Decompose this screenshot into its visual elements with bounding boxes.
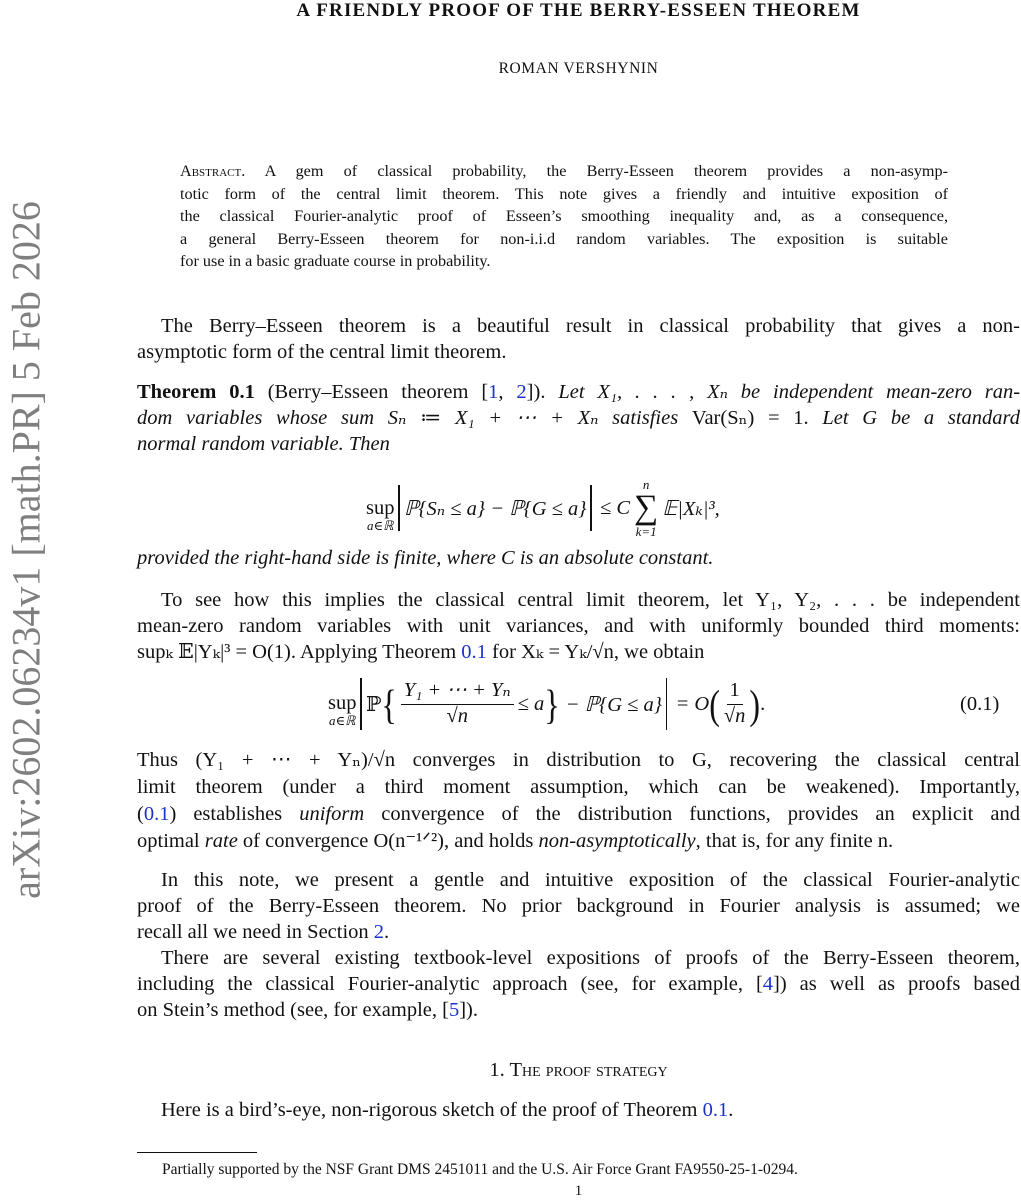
text-segment: There are several existing textbook-level expositions of proofs of the Berry-Esseen theorem, [161, 947, 1020, 969]
sum-lower: k=1 [635, 524, 657, 539]
equation-tag: (0.1) [960, 693, 1000, 715]
text-segment: Let X₁, . . . , Xₙ be independent mean-zero ran- [558, 381, 1021, 403]
text-line [137, 919, 1020, 945]
big-o: = O [675, 692, 710, 715]
text-segment: proof of the Berry-Esseen theorem. No prior background in Fourier analysis is assumed; we [137, 895, 1020, 917]
paper-title: A FRIENDLY PROOF OF THE BERRY-ESSEEN THEOREM [296, 0, 861, 21]
text-segment: including the classical Fourier-analytic approach (see, for example, [ [137, 973, 763, 995]
text-line [180, 205, 948, 228]
text-line [137, 639, 1020, 665]
text-segment: Abstract. [180, 162, 246, 180]
text-segment: Here is a bird’s-eye, non-rigorous sketch of the proof of Theorem [161, 1099, 703, 1121]
text-line [137, 545, 1020, 571]
text-line [137, 867, 1020, 893]
text-segment: Theorem 0.1 [137, 381, 255, 403]
reference-link[interactable]: 0.1 [143, 803, 170, 825]
reference-link[interactable]: 4 [762, 973, 774, 995]
text-line [137, 1097, 1020, 1123]
text-segment: non-asymptotically [538, 830, 696, 852]
reference-link[interactable]: 2 [373, 921, 385, 943]
text-segment: uniform [299, 803, 365, 825]
fraction [724, 679, 746, 728]
author-name: ROMAN VERSHYNIN [498, 60, 659, 77]
text-line [137, 431, 1020, 457]
text-segment: ]). [459, 999, 479, 1021]
text-segment: for Xₖ = Yₖ/√n, we obtain [486, 641, 705, 663]
text-segment: of convergence O(n⁻¹ᐟ²), and holds [237, 830, 539, 852]
text-segment: The Berry–Esseen theorem is a beautiful result in classical probability that gives a non- [161, 315, 1020, 337]
minus-term: − ℙ{G ≤ a} [565, 693, 662, 716]
text-line [137, 587, 1020, 613]
left-brace: { [381, 680, 397, 728]
expositions-paragraph [137, 945, 1020, 1023]
text-segment: A gem of classical probability, the Berry-Esseen theorem provides a non-asymp- [245, 162, 948, 180]
text-line [137, 801, 1020, 828]
text-segment: Var(Sₙ) = 1. [691, 407, 809, 429]
text-segment: (Berry–Esseen theorem [ [254, 381, 489, 403]
text-segment: asymptotic form of the central limit theorem. [137, 341, 507, 363]
text-segment: dom variables whose sum Sₙ ≔ X₁ + ⋯ + Xₙ satisfies [137, 407, 692, 429]
footnote-rule [137, 1152, 257, 1153]
text-segment: ]) as well as proofs based [773, 973, 1021, 995]
convergence-paragraph [137, 747, 1020, 855]
right-brace: } [544, 680, 560, 728]
note-paragraph [137, 867, 1020, 945]
abs-bar [360, 678, 362, 730]
text-line [137, 313, 1020, 339]
text-segment: , [498, 381, 517, 403]
text-segment: rate [204, 830, 238, 852]
sup-operator [366, 484, 394, 532]
right-paren: ) [749, 680, 761, 728]
sup-text: sup [328, 692, 357, 715]
text-segment: supₖ 𝔼|Yₖ|³ = O(1). Applying Theorem [137, 641, 462, 663]
display-equation-berry-esseen [366, 468, 720, 548]
sup-subscript: a∈ℝ [329, 712, 356, 728]
text-segment: Let G be a standard [808, 407, 1020, 429]
text-line [137, 405, 1020, 431]
clt-paragraph [137, 587, 1020, 665]
text-segment: ( [137, 803, 144, 825]
text-segment: Thus (Y₁ + ⋯ + Yₙ)/√n converges in distribution to G, recovering the classical central [137, 749, 1020, 771]
text-segment: on Stein’s method (see, for example, [ [137, 999, 449, 1021]
section-heading: 1. The proof strategy [489, 1059, 668, 1081]
denominator: √n [446, 705, 468, 727]
prob-symbol: ℙ [365, 693, 382, 716]
text-segment: totic form of the central limit theorem. This note gives a friendly and intuitive exposition of [180, 184, 948, 203]
sup-subscript: a∈ℝ [367, 517, 394, 533]
text-segment: , that is, for any finite n. [695, 830, 894, 852]
sup-text: sup [366, 497, 395, 520]
text-segment: provided the right-hand side is finite, where C is an absolute constant. [137, 547, 714, 569]
eq-relation: ≤ C [599, 496, 631, 519]
sup-operator [328, 681, 356, 727]
text-line [137, 971, 1020, 997]
text-segment: In this note, we present a gentle and intuitive exposition of the classical Fourier-analytic [161, 869, 1020, 891]
eq-lhs: ℙ{Sₙ ≤ a} − ℙ{G ≤ a} [403, 497, 587, 520]
strategy-paragraph [137, 1097, 1020, 1123]
text-segment: . [384, 921, 390, 943]
text-segment: mean-zero random variables with unit variances, and with uniformly bounded third moments: [137, 615, 1020, 637]
text-segment: the classical Fourier-analytic proof of Esseen’s smoothing inequality and, as a consequence, [180, 207, 948, 225]
fraction [401, 679, 514, 728]
text-segment: ) establishes [169, 803, 300, 825]
text-segment: . [728, 1099, 734, 1121]
text-segment: a general Berry-Esseen theorem for non-i.i.d random variables. The exposition is suitable [180, 229, 948, 248]
text-segment: limit theorem (under a third moment assumption, which can be weakened). Importantly, [137, 776, 1020, 798]
text-segment: To see how this implies the classical central limit theorem, let Y₁, Y₂, . . . be independent [161, 589, 1020, 611]
inequality: ≤ a [517, 692, 545, 715]
text-line [180, 228, 948, 251]
text-segment: recall all we need in Section [137, 921, 374, 943]
intro-paragraph [137, 313, 1020, 365]
text-line [180, 160, 948, 183]
reference-link[interactable]: 5 [448, 999, 460, 1021]
text-segment: ]). [526, 381, 559, 403]
numerator: 1 [727, 679, 743, 705]
period: . [760, 692, 766, 715]
text-segment: optimal [137, 830, 205, 852]
text-segment: convergence of the distribution functions, provides an explicit and [364, 803, 1020, 825]
left-paren: ( [709, 680, 720, 728]
text-line [137, 828, 1020, 855]
text-line [137, 339, 1020, 365]
sum-upper: n [642, 477, 650, 492]
text-line [180, 183, 948, 206]
arxiv-watermark: arXiv:2602.06234v1 [math.PR] 5 Feb 2026 [3, 201, 49, 899]
numerator: Y₁ + ⋯ + Yₙ [401, 679, 514, 705]
text-line [137, 893, 1020, 919]
eq-rhs: 𝔼|Xₖ|³, [662, 497, 720, 520]
text-line [137, 613, 1020, 639]
reference-link[interactable]: 0.1 [702, 1099, 729, 1121]
display-equation-0-1 [328, 668, 765, 740]
text-segment: for use in a basic graduate course in probability. [180, 252, 491, 270]
text-line [137, 997, 1020, 1023]
abstract [180, 160, 948, 273]
reference-link[interactable]: 0.1 [461, 641, 487, 663]
text-line [137, 774, 1020, 801]
abs-bar [666, 678, 668, 730]
theorem-conclusion [137, 545, 1020, 571]
text-segment: normal random variable. Then [137, 433, 390, 455]
sum-sign: ∑ [634, 489, 659, 526]
page-number: 1 [574, 1183, 583, 1199]
reference-link[interactable]: 1 [488, 381, 499, 403]
sum-operator [634, 478, 658, 538]
reference-link[interactable]: 2 [516, 381, 527, 403]
text-line [180, 250, 948, 273]
theorem-statement [137, 379, 1020, 457]
text-line [137, 747, 1020, 774]
abs-bar [590, 485, 592, 531]
denominator: √n [723, 705, 746, 727]
footnote: Partially supported by the NSF Grant DMS 2451011 and the U.S. Air Force Grant FA9550-25-1-0294. [162, 1161, 798, 1178]
text-line [137, 379, 1020, 405]
text-line [137, 945, 1020, 971]
abs-bar [398, 485, 400, 531]
